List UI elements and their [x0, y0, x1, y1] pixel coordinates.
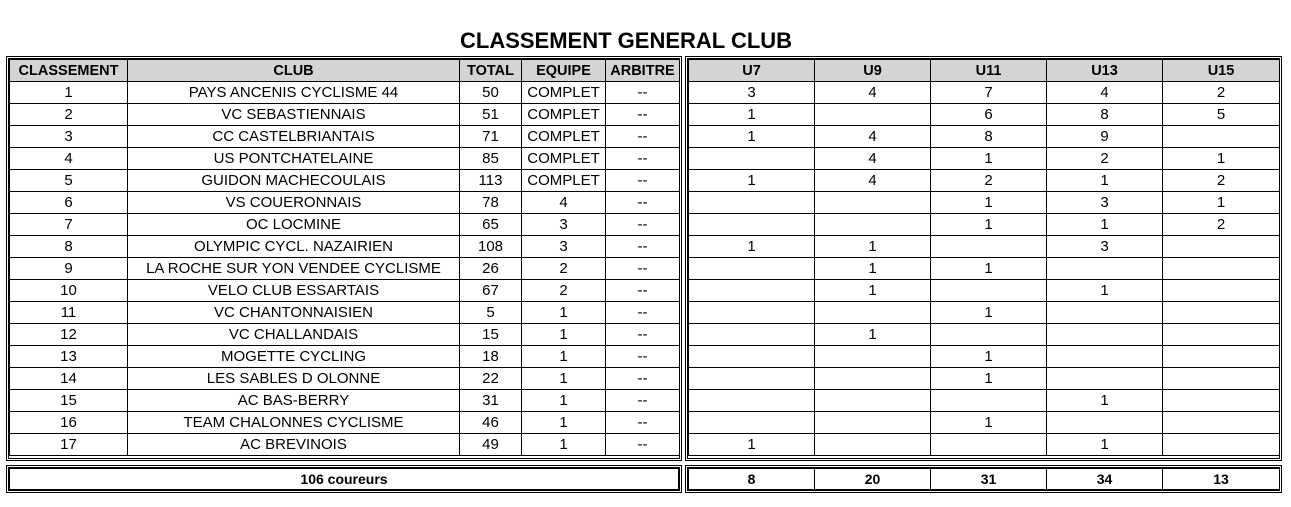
- table-row: [10, 258, 680, 280]
- table-row: [689, 126, 1280, 148]
- cell-u9: [815, 214, 931, 236]
- cell-rank: 6: [10, 192, 128, 214]
- cell-u15: 5: [1163, 104, 1280, 126]
- cell-arbitre: --: [606, 434, 680, 456]
- left-ranking-table: [9, 59, 680, 456]
- cell-arbitre: --: [606, 258, 680, 280]
- cell-u9: 1: [815, 280, 931, 302]
- header-arbitre: ARBITRE: [606, 60, 680, 82]
- cell-rank: 8: [10, 236, 128, 258]
- cell-club: LES SABLES D OLONNE: [128, 368, 460, 390]
- cell-rank: 12: [10, 324, 128, 346]
- cell-u11: [931, 280, 1047, 302]
- cell-u15: 2: [1163, 170, 1280, 192]
- cell-rank: 17: [10, 434, 128, 456]
- cell-club: TEAM CHALONNES CYCLISME: [128, 412, 460, 434]
- cell-total: 78: [460, 192, 522, 214]
- table-row: [689, 390, 1280, 412]
- total-u7: 8: [689, 469, 815, 490]
- cell-u11: 1: [931, 412, 1047, 434]
- cell-equipe: 3: [522, 214, 606, 236]
- cell-u15: [1163, 126, 1280, 148]
- right-totals-row: [689, 469, 1280, 490]
- cell-u7: [689, 214, 815, 236]
- right-category-table: [688, 59, 1280, 456]
- cell-club: CC CASTELBRIANTAIS: [128, 126, 460, 148]
- table-row: [689, 324, 1280, 346]
- table-row: [689, 434, 1280, 456]
- cell-u11: 1: [931, 192, 1047, 214]
- cell-u9: 1: [815, 236, 931, 258]
- header-u13: U13: [1047, 60, 1163, 82]
- table-row: [689, 214, 1280, 236]
- cell-equipe: COMPLET: [522, 170, 606, 192]
- table-row: [689, 302, 1280, 324]
- cell-u11: [931, 434, 1047, 456]
- cell-club: VS COUERONNAIS: [128, 192, 460, 214]
- cell-equipe: 1: [522, 434, 606, 456]
- cell-u9: 1: [815, 324, 931, 346]
- cell-u13: [1047, 346, 1163, 368]
- cell-u7: [689, 390, 815, 412]
- cell-equipe: 3: [522, 236, 606, 258]
- cell-u13: 1: [1047, 214, 1163, 236]
- cell-arbitre: --: [606, 148, 680, 170]
- table-row: [689, 236, 1280, 258]
- cell-u7: [689, 280, 815, 302]
- total-u13: 34: [1047, 469, 1163, 490]
- cell-u15: [1163, 324, 1280, 346]
- table-row: [10, 280, 680, 302]
- cell-arbitre: --: [606, 104, 680, 126]
- table-row: [10, 192, 680, 214]
- cell-u13: 1: [1047, 434, 1163, 456]
- table-row: [689, 258, 1280, 280]
- cell-rank: 16: [10, 412, 128, 434]
- cell-u7: [689, 368, 815, 390]
- cell-u9: [815, 192, 931, 214]
- cell-total: 65: [460, 214, 522, 236]
- cell-u7: [689, 258, 815, 280]
- cell-u9: 4: [815, 82, 931, 104]
- right-totals-frame: [685, 465, 1282, 493]
- cell-arbitre: --: [606, 346, 680, 368]
- cell-u15: 2: [1163, 214, 1280, 236]
- table-row: [10, 434, 680, 456]
- cell-club: AC BREVINOIS: [128, 434, 460, 456]
- total-riders: 106 coureurs: [10, 469, 679, 490]
- cell-arbitre: --: [606, 324, 680, 346]
- cell-arbitre: --: [606, 368, 680, 390]
- cell-u11: [931, 324, 1047, 346]
- cell-u13: 9: [1047, 126, 1163, 148]
- cell-u11: 7: [931, 82, 1047, 104]
- cell-arbitre: --: [606, 214, 680, 236]
- cell-u11: 6: [931, 104, 1047, 126]
- cell-u15: [1163, 346, 1280, 368]
- cell-u13: 8: [1047, 104, 1163, 126]
- total-u15: 13: [1163, 469, 1280, 490]
- cell-equipe: 2: [522, 258, 606, 280]
- table-row: [10, 214, 680, 236]
- cell-u9: 4: [815, 126, 931, 148]
- cell-total: 18: [460, 346, 522, 368]
- cell-arbitre: --: [606, 302, 680, 324]
- cell-u13: 1: [1047, 390, 1163, 412]
- cell-u15: 1: [1163, 192, 1280, 214]
- table-row: [689, 368, 1280, 390]
- cell-u13: 2: [1047, 148, 1163, 170]
- cell-u13: 1: [1047, 280, 1163, 302]
- left-totals-row: [10, 469, 679, 490]
- cell-club: VC SEBASTIENNAIS: [128, 104, 460, 126]
- cell-u11: 1: [931, 346, 1047, 368]
- cell-u9: [815, 434, 931, 456]
- table-row: [689, 170, 1280, 192]
- table-row: [689, 346, 1280, 368]
- cell-arbitre: --: [606, 390, 680, 412]
- cell-u9: 1: [815, 258, 931, 280]
- cell-total: 26: [460, 258, 522, 280]
- header-u11: U11: [931, 60, 1047, 82]
- header-equipe: EQUIPE: [522, 60, 606, 82]
- cell-rank: 14: [10, 368, 128, 390]
- cell-total: 15: [460, 324, 522, 346]
- left-table-frame: [6, 56, 682, 461]
- table-row: [10, 324, 680, 346]
- cell-u13: [1047, 368, 1163, 390]
- cell-arbitre: --: [606, 236, 680, 258]
- cell-u15: [1163, 236, 1280, 258]
- cell-u13: 3: [1047, 192, 1163, 214]
- cell-rank: 2: [10, 104, 128, 126]
- cell-rank: 1: [10, 82, 128, 104]
- cell-u7: 1: [689, 236, 815, 258]
- table-row: [689, 148, 1280, 170]
- left-totals-table: [9, 468, 679, 490]
- cell-arbitre: --: [606, 126, 680, 148]
- cell-club: GUIDON MACHECOULAIS: [128, 170, 460, 192]
- cell-u7: [689, 412, 815, 434]
- cell-u11: 1: [931, 368, 1047, 390]
- cell-u13: 4: [1047, 82, 1163, 104]
- cell-u13: 1: [1047, 170, 1163, 192]
- cell-u9: [815, 302, 931, 324]
- cell-rank: 10: [10, 280, 128, 302]
- cell-u7: [689, 192, 815, 214]
- cell-club: PAYS ANCENIS CYCLISME 44: [128, 82, 460, 104]
- cell-u9: [815, 346, 931, 368]
- cell-u7: 1: [689, 170, 815, 192]
- header-u9: U9: [815, 60, 931, 82]
- cell-arbitre: --: [606, 280, 680, 302]
- cell-club: VC CHALLANDAIS: [128, 324, 460, 346]
- cell-u9: [815, 368, 931, 390]
- cell-u7: [689, 148, 815, 170]
- table-row: [10, 236, 680, 258]
- cell-u13: 3: [1047, 236, 1163, 258]
- total-u11: 31: [931, 469, 1047, 490]
- cell-total: 31: [460, 390, 522, 412]
- cell-club: US PONTCHATELAINE: [128, 148, 460, 170]
- header-classement: CLASSEMENT: [10, 60, 128, 82]
- cell-equipe: COMPLET: [522, 82, 606, 104]
- table-row: [10, 148, 680, 170]
- right-table-frame: [685, 56, 1282, 461]
- table-row: [689, 412, 1280, 434]
- cell-rank: 15: [10, 390, 128, 412]
- table-row: [689, 280, 1280, 302]
- cell-equipe: 1: [522, 302, 606, 324]
- cell-rank: 4: [10, 148, 128, 170]
- cell-equipe: COMPLET: [522, 126, 606, 148]
- cell-arbitre: --: [606, 170, 680, 192]
- cell-total: 113: [460, 170, 522, 192]
- cell-club: LA ROCHE SUR YON VENDEE CYCLISME: [128, 258, 460, 280]
- cell-club: MOGETTE CYCLING: [128, 346, 460, 368]
- cell-u11: [931, 390, 1047, 412]
- left-totals-frame: [6, 465, 682, 493]
- cell-u13: [1047, 302, 1163, 324]
- cell-u9: [815, 390, 931, 412]
- table-row: [10, 126, 680, 148]
- cell-u15: 1: [1163, 148, 1280, 170]
- cell-rank: 7: [10, 214, 128, 236]
- page-title: CLASSEMENT GENERAL CLUB: [460, 28, 793, 53]
- cell-u15: [1163, 390, 1280, 412]
- cell-rank: 9: [10, 258, 128, 280]
- table-row: [689, 104, 1280, 126]
- cell-u11: 1: [931, 302, 1047, 324]
- cell-rank: 3: [10, 126, 128, 148]
- cell-u11: 2: [931, 170, 1047, 192]
- cell-u13: [1047, 324, 1163, 346]
- table-row: [10, 368, 680, 390]
- cell-club: VELO CLUB ESSARTAIS: [128, 280, 460, 302]
- cell-total: 22: [460, 368, 522, 390]
- cell-u9: 4: [815, 148, 931, 170]
- cell-equipe: COMPLET: [522, 148, 606, 170]
- cell-u15: [1163, 412, 1280, 434]
- cell-equipe: 1: [522, 324, 606, 346]
- cell-u15: [1163, 434, 1280, 456]
- cell-u15: [1163, 280, 1280, 302]
- cell-club: OLYMPIC CYCL. NAZAIRIEN: [128, 236, 460, 258]
- right-header-row: [689, 60, 1280, 82]
- cell-total: 51: [460, 104, 522, 126]
- total-u9: 20: [815, 469, 931, 490]
- header-u15: U15: [1163, 60, 1280, 82]
- table-row: [10, 302, 680, 324]
- right-totals-table: [688, 468, 1280, 490]
- cell-u15: [1163, 368, 1280, 390]
- cell-u7: [689, 324, 815, 346]
- cell-equipe: 1: [522, 412, 606, 434]
- cell-total: 50: [460, 82, 522, 104]
- table-row: [689, 192, 1280, 214]
- table-row: [10, 346, 680, 368]
- cell-u7: 1: [689, 434, 815, 456]
- cell-equipe: COMPLET: [522, 104, 606, 126]
- cell-equipe: 1: [522, 368, 606, 390]
- table-row: [10, 82, 680, 104]
- cell-total: 49: [460, 434, 522, 456]
- cell-total: 5: [460, 302, 522, 324]
- cell-u11: [931, 236, 1047, 258]
- cell-u15: [1163, 302, 1280, 324]
- cell-u7: 1: [689, 126, 815, 148]
- cell-u11: 8: [931, 126, 1047, 148]
- cell-club: AC BAS-BERRY: [128, 390, 460, 412]
- header-club: CLUB: [128, 60, 460, 82]
- header-total: TOTAL: [460, 60, 522, 82]
- cell-equipe: 4: [522, 192, 606, 214]
- cell-total: 85: [460, 148, 522, 170]
- cell-equipe: 2: [522, 280, 606, 302]
- cell-arbitre: --: [606, 82, 680, 104]
- cell-total: 108: [460, 236, 522, 258]
- cell-total: 71: [460, 126, 522, 148]
- table-row: [10, 104, 680, 126]
- cell-u7: [689, 302, 815, 324]
- cell-club: VC CHANTONNAISIEN: [128, 302, 460, 324]
- cell-total: 67: [460, 280, 522, 302]
- cell-u9: 4: [815, 170, 931, 192]
- header-u7: U7: [689, 60, 815, 82]
- cell-u7: [689, 346, 815, 368]
- cell-arbitre: --: [606, 192, 680, 214]
- cell-u7: 3: [689, 82, 815, 104]
- cell-u13: [1047, 412, 1163, 434]
- cell-equipe: 1: [522, 346, 606, 368]
- cell-equipe: 1: [522, 390, 606, 412]
- cell-rank: 11: [10, 302, 128, 324]
- left-header-row: [10, 60, 680, 82]
- cell-rank: 5: [10, 170, 128, 192]
- cell-u11: 1: [931, 148, 1047, 170]
- cell-u15: [1163, 258, 1280, 280]
- cell-u9: [815, 412, 931, 434]
- table-row: [689, 82, 1280, 104]
- cell-u15: 2: [1163, 82, 1280, 104]
- cell-club: OC LOCMINE: [128, 214, 460, 236]
- cell-total: 46: [460, 412, 522, 434]
- cell-arbitre: --: [606, 412, 680, 434]
- cell-u7: 1: [689, 104, 815, 126]
- cell-u13: [1047, 258, 1163, 280]
- cell-u9: [815, 104, 931, 126]
- table-row: [10, 170, 680, 192]
- cell-u11: 1: [931, 258, 1047, 280]
- cell-rank: 13: [10, 346, 128, 368]
- table-row: [10, 390, 680, 412]
- table-row: [10, 412, 680, 434]
- cell-u11: 1: [931, 214, 1047, 236]
